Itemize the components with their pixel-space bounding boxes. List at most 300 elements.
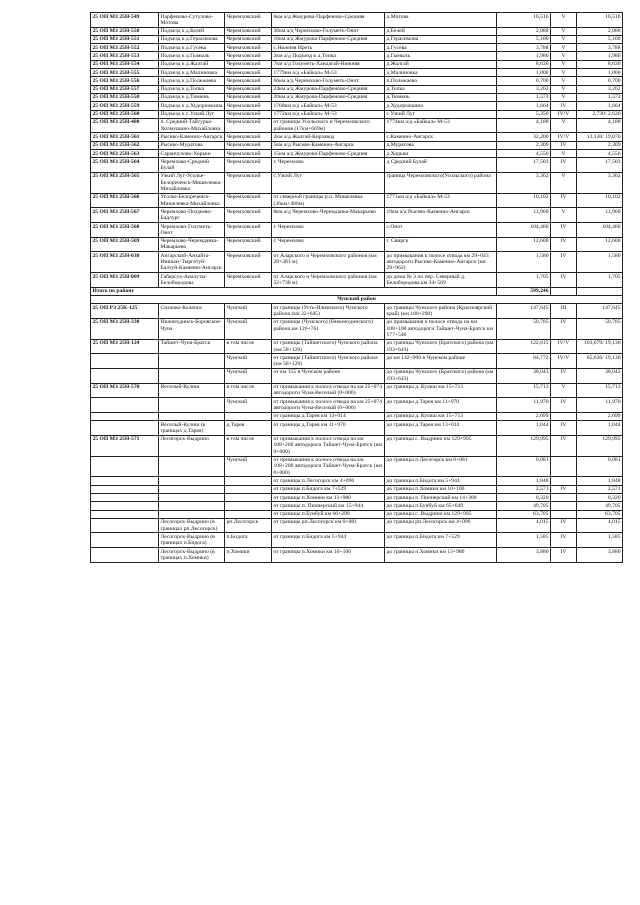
row-start: 1779км а/д «Байкал» М-53 — [272, 69, 385, 77]
row-start: от границы п.Бидога км 7+529 — [272, 485, 385, 493]
row-name — [159, 494, 225, 502]
row-district — [225, 494, 272, 502]
row-length-by-category: 1,573 — [577, 93, 623, 101]
table-row — [91, 118, 623, 133]
row-district: Черемховский — [225, 273, 272, 288]
row-end: д.Средний Булай — [385, 158, 497, 173]
row-district: Черемховский — [225, 237, 272, 252]
row-length-by-category: 0,700 — [577, 77, 623, 85]
row-end: д.Муратова — [385, 141, 497, 149]
row-code — [91, 548, 159, 563]
row-code: 25 ОП РЗ 25К-125 — [91, 304, 159, 319]
row-name — [159, 477, 225, 485]
row-category: V — [551, 118, 577, 133]
row-name — [159, 485, 225, 493]
row-code: 25 ОП МЗ 25Н-564 — [91, 158, 159, 173]
row-name: Веселый-Кулиш (в границах д.Тарея) — [159, 421, 225, 436]
row-code: 25 ОП МЗ 25Н-480 — [91, 118, 159, 133]
row-district: Черемховский — [225, 60, 272, 68]
row-end: 19км а/д Рысево-Каменно-Ангарск — [385, 208, 497, 223]
row-district: Чунский — [225, 456, 272, 477]
row-code — [91, 354, 159, 369]
row-code — [91, 477, 159, 485]
table-row — [91, 435, 623, 456]
row-end: до границы д. Кулиш км 15+713 — [385, 412, 497, 420]
row-code: 25 ОП МЗ 25Н-563 — [91, 150, 159, 158]
row-district: п.Бидога — [225, 533, 272, 548]
row-length-by-category: 11,970 — [577, 398, 623, 413]
row-category: IV — [551, 102, 577, 110]
row-end: до границы п.Лесогорск км 0+081 — [385, 456, 497, 477]
table-row — [91, 110, 623, 118]
row-end: до границы Чунского района (Красноярский край) (км 180+290) — [385, 304, 497, 319]
table-row — [91, 35, 623, 43]
row-length: 4,556 — [497, 150, 551, 158]
row-code: 25 ОП МЗ 25Н-560 — [91, 110, 159, 118]
row-end: д.Тюмень — [385, 93, 497, 101]
row-code: 25 ОП МЗ 25Н-561 — [91, 133, 159, 141]
table-row — [91, 533, 623, 548]
row-length: 1,573 — [497, 93, 551, 101]
row-name: Черемхово-Черемданка-Макарьево — [159, 237, 225, 252]
row-code — [91, 485, 159, 493]
row-length: 1,848 — [497, 477, 551, 485]
row-district — [225, 477, 272, 485]
table-row — [91, 485, 623, 493]
row-code: 25 ОП МЗ 25Н-569 — [91, 237, 159, 252]
row-start: от примыкания к полосе отвода на км 108+200 автодороги Тайшет-Чуна-Братск (км 0+000) — [272, 435, 385, 456]
row-length-by-category: 1,044 — [577, 421, 623, 436]
row-name: Подъезд к д.Топка — [159, 85, 225, 93]
row-district: Черемховский — [225, 52, 272, 60]
row-category: III — [551, 304, 577, 319]
row-code: 25 ОП МЗ 25Н-568 — [91, 223, 159, 238]
table-row — [91, 548, 623, 563]
row-name: Лесогорск-Выдрино (в границах рп.Лесогорск) — [159, 518, 225, 533]
row-name: Лесогорск-Выдрино (в границах п.Хомики) — [159, 548, 225, 563]
row-length: 1,000 — [497, 69, 551, 77]
row-category: V — [551, 150, 577, 158]
table-row — [91, 518, 623, 533]
row-start: с.Узкий Луг — [272, 172, 385, 193]
row-end: до границы Чунского (Братского) района (км 193+643) — [385, 368, 497, 383]
row-category: IV — [551, 435, 577, 456]
row-length-by-category: 11,900 — [577, 208, 623, 223]
row-code: 25 ОП МЗ 25Н-549 — [91, 13, 159, 28]
row-category: V — [551, 383, 577, 398]
row-end: до границы с. Выдрино км 129+995 — [385, 510, 497, 518]
row-category: V — [551, 85, 577, 93]
row-district: Черемховский — [225, 208, 272, 223]
row-category: IV — [551, 518, 577, 533]
row-start: от примыкания к полосе отвода на км 25+074 автодороги Чуна-Веселый (0+000) — [272, 383, 385, 398]
table-row — [91, 93, 623, 101]
row-length: 8,636 — [497, 60, 551, 68]
row-length: 1,664 — [497, 102, 551, 110]
row-name: Черемхово-Голуметь-Онот — [159, 223, 225, 238]
row-category: IV — [551, 273, 577, 288]
row-length: 50,785 — [497, 318, 551, 339]
row-code: 25 ОП МЗ 25Н-565 — [91, 172, 159, 193]
row-code: 25 ОП МЗ 25Н-551 — [91, 35, 159, 43]
row-district: Черемховский — [225, 172, 272, 193]
row-category: IV/V — [551, 339, 577, 354]
row-district: п.Хомики — [225, 548, 272, 563]
row-name: Подъезд к д.Малиновка — [159, 69, 225, 77]
table-row — [91, 477, 623, 485]
row-length: 3,788 — [497, 44, 551, 52]
row-district: Черемховский — [225, 77, 272, 85]
row-category: IV — [551, 223, 577, 238]
row-district — [225, 485, 272, 493]
row-start: 66км а/д Черемхово-Голуметь-Онот — [272, 77, 385, 85]
row-length: 5,350 — [497, 110, 551, 118]
total-label: Итого по району — [91, 287, 497, 295]
row-start: 24км а/д Жмурова-Парфеново-Средняя — [272, 85, 385, 93]
row-start: от примыкания к полосе отвода на км 108+200 автодороги Тайшет-Чуна-Братск (км 0+000) — [272, 456, 385, 477]
row-category: IV — [551, 398, 577, 413]
row-length-by-category: 3,788 — [577, 44, 623, 52]
row-length: 12,600 — [497, 237, 551, 252]
table-row — [91, 44, 623, 52]
row-start: 8км а/д Черемхово-Черемданка-Макарьево — [272, 208, 385, 223]
row-category: V — [551, 52, 577, 60]
table-row — [91, 398, 623, 413]
row-start: от границы (Тайшетского) Чунского района (км 58+128) — [272, 339, 385, 354]
row-code: 25 ОП МЗ 25Н-566 — [91, 193, 159, 208]
row-code: 25 ОП МЗ 25Н-555 — [91, 69, 159, 77]
row-end: до границы д.Тарея км 13+014 — [385, 421, 497, 436]
row-length-by-category: 1,986 — [577, 52, 623, 60]
row-length-by-category: 13,130/ 19,070 — [577, 133, 623, 141]
row-end: с.Узкий Луг — [385, 110, 497, 118]
table-row — [91, 85, 623, 93]
row-district: Черемховский — [225, 27, 272, 35]
row-category: IV — [551, 533, 577, 548]
row-category — [551, 510, 577, 518]
table-body-chunsky — [91, 304, 623, 562]
row-name: Подъезд к д.Гусева — [159, 44, 225, 52]
row-district: Черемховский — [225, 110, 272, 118]
row-name: Рысево-Муратова — [159, 141, 225, 149]
table-row — [91, 412, 623, 420]
row-code — [91, 502, 159, 510]
row-length-by-category: 12,600 — [577, 237, 623, 252]
row-category: V — [551, 172, 577, 193]
row-length: 17,503 — [497, 158, 551, 173]
row-code — [91, 456, 159, 477]
row-category: IV — [551, 141, 577, 149]
row-name: Узкий Луг-Усолье-Белореченск-Мишелевка-Михайловка — [159, 172, 225, 193]
row-name: Усолье-Белореченск-Мишелевка-Михайловка — [159, 193, 225, 208]
row-category — [551, 502, 577, 510]
row-end: до дома № 3 по пер. Северный д. Белобородова км 34+569 — [385, 273, 497, 288]
table-row — [91, 208, 623, 223]
row-district: Черемховский — [225, 150, 272, 158]
row-code: 25 ОП МЗ 25Н-557 — [91, 85, 159, 93]
row-name — [159, 502, 225, 510]
row-end: до границы д. Кулиш км 15+713 — [385, 383, 497, 398]
row-category: IV — [551, 318, 577, 339]
row-length-by-category: 4,188 — [577, 118, 623, 133]
row-end: до км 142+900 в Чунском районе — [385, 354, 497, 369]
row-length: 104,400 — [497, 223, 551, 238]
row-length: 5,100 — [497, 35, 551, 43]
row-code — [91, 398, 159, 413]
table-row — [91, 494, 623, 502]
row-length-by-category: 16,516 — [577, 13, 623, 28]
row-length: 1,705 — [497, 273, 551, 288]
row-district: Чунский — [225, 368, 272, 383]
row-length-by-category: 3,880 — [577, 548, 623, 563]
row-length-by-category: 104,400 — [577, 223, 623, 238]
row-length-by-category: 1,585 — [577, 533, 623, 548]
row-code: 25 ОП МЗ 25Н-567 — [91, 208, 159, 223]
total-value: 599,246 — [497, 287, 551, 295]
row-length-by-category: 3,362 — [577, 172, 623, 193]
row-end: с.Онот — [385, 223, 497, 238]
row-name — [159, 412, 225, 420]
row-length-by-category: 2,309 — [577, 141, 623, 149]
row-length: 129,995 — [497, 435, 551, 456]
row-category: V — [551, 69, 577, 77]
row-start: 16км а/д Жмурова-Парфеново-Средняя — [272, 35, 385, 43]
row-length: 0,700 — [497, 77, 551, 85]
row-name: Подъезд к д.Жалгай — [159, 60, 225, 68]
row-district: Чунский — [225, 304, 272, 319]
row-name: Подъезд к д.Герасимова — [159, 35, 225, 43]
row-name — [159, 368, 225, 383]
table-row — [91, 133, 623, 141]
row-start: от Аларского и Черемховского районов (км 28+381 м) — [272, 252, 385, 273]
row-category: V — [551, 77, 577, 85]
row-start: от границы (Чунского) (Нижнеудинского) района км 126+761 — [272, 318, 385, 339]
row-length: 10,102 — [497, 193, 551, 208]
row-length-by-category: 65,636/ 19,136 — [577, 354, 623, 369]
row-code: 25 ОП МЗ 25Н-554 — [91, 60, 159, 68]
row-category: V — [551, 44, 577, 52]
row-length: 3,362 — [497, 172, 551, 193]
table-row — [91, 141, 623, 149]
row-length: 4,188 — [497, 118, 551, 133]
row-code: 25 ОП МЗ 25Н-124 — [91, 339, 159, 354]
row-name: Сизлово-Коляпск — [159, 304, 225, 319]
row-length-by-category: 1,000 — [577, 69, 623, 77]
row-code: 25 ОП МЗ 25Н-009 — [91, 273, 159, 288]
row-start: от границы рп.Лесогорск км 0+081 — [272, 518, 385, 533]
row-code — [91, 412, 159, 420]
row-name: Лесогорск-Выдрино (в границах п.Бидога) — [159, 533, 225, 548]
row-start: от границы п. Пионерский км 15+944 — [272, 502, 385, 510]
row-start: г. Черемхово — [272, 158, 385, 173]
row-code: 25 ОП МЗ 25Н-330 — [91, 318, 159, 339]
row-category: V — [551, 208, 577, 223]
row-category — [551, 477, 577, 485]
row-district: Черемховский — [225, 44, 272, 52]
row-end: с.Каменно-Ангарск — [385, 133, 497, 141]
table-row — [91, 223, 623, 238]
row-name — [159, 354, 225, 369]
row-end: д.Топка — [385, 85, 497, 93]
row-start: 15км а/д Жмурова-Парфеново-Средняя — [272, 150, 385, 158]
row-length-by-category: 147,645 — [577, 304, 623, 319]
row-name: п. Средний-Тайтурка-Холмушино-Михайловка — [159, 118, 225, 133]
row-code — [91, 518, 159, 533]
row-end: до границы д.Тарея км 11+970 — [385, 398, 497, 413]
row-length-by-category: 0,320 — [577, 494, 623, 502]
row-length-by-category: 8,636 — [577, 60, 623, 68]
row-name: Рысево-Каменно-Ангарск — [159, 133, 225, 141]
row-length-by-category: 2,699 — [577, 412, 623, 420]
table-row — [91, 60, 623, 68]
row-length-by-category: 2,088 — [577, 27, 623, 35]
row-length-by-category: 4,015 — [577, 518, 623, 533]
row-length-by-category: 1,705 — [577, 273, 623, 288]
row-code — [91, 494, 159, 502]
row-length-by-category: 50,785 — [577, 318, 623, 339]
row-code — [91, 368, 159, 383]
row-length: 1,585 — [497, 533, 551, 548]
table-row — [91, 150, 623, 158]
row-district: д.Тарея — [225, 421, 272, 436]
row-district: в том числе — [225, 339, 272, 354]
row-length-by-category: 49,705 — [577, 502, 623, 510]
row-length-by-category: 15,713 — [577, 383, 623, 398]
row-code — [91, 533, 159, 548]
row-name: Подъезд к д.Тюмень — [159, 93, 225, 101]
row-category: IV/V — [551, 354, 577, 369]
row-district: Черемховский — [225, 35, 272, 43]
row-length: 16,516 — [497, 13, 551, 28]
row-end: п.Полежаева — [385, 77, 497, 85]
row-length-by-category: 103,679/ 19,136 — [577, 339, 623, 354]
row-length: 147,645 — [497, 304, 551, 319]
table-row — [91, 368, 623, 383]
row-length: 122,815 — [497, 339, 551, 354]
row-length: 2,571 — [497, 485, 551, 493]
row-length-by-category: 10,102 — [577, 193, 623, 208]
row-start: от границы Усольского и Черемховского районов (17км+669м) — [272, 118, 385, 133]
row-district: Чунский — [225, 318, 272, 339]
row-name: Парфеново-Сутулово-Мотова — [159, 13, 225, 28]
row-end: 1774км а/д «Байкал» М-53 — [385, 118, 497, 133]
row-category: IV — [551, 158, 577, 173]
row-length-by-category: 129,995 — [577, 435, 623, 456]
row-length: 0,320 — [497, 494, 551, 502]
table-row — [91, 158, 623, 173]
row-category: IV — [551, 548, 577, 563]
table-row — [91, 102, 623, 110]
row-end: до границы п.Хомики км 10+100 — [385, 485, 497, 493]
row-length: 1,986 — [497, 52, 551, 60]
row-name: Лесогорск-Выдрино — [159, 435, 225, 456]
row-end: г. Свирск — [385, 237, 497, 252]
row-length-by-category: 0,081 — [577, 456, 623, 477]
row-district — [225, 510, 272, 518]
row-category: IV — [551, 252, 577, 273]
section-row — [91, 295, 623, 303]
table-row — [91, 421, 623, 436]
row-start: от примыкания к полосе отвода на км 25+074 автодороги Чуна-Веселый (0+000) — [272, 398, 385, 413]
row-district: Черемховский — [225, 85, 272, 93]
row-length: 15,713 — [497, 383, 551, 398]
row-length: 32,200 — [497, 133, 551, 141]
row-start: от границы п.Лесогорск км 4+096 — [272, 477, 385, 485]
row-category: IV — [551, 368, 577, 383]
table-row — [91, 69, 623, 77]
row-district: Черемховский — [225, 13, 272, 28]
row-start: от границы п.Хомики км 10+100 — [272, 548, 385, 563]
row-category — [551, 494, 577, 502]
row-length: 84,772 — [497, 354, 551, 369]
row-length-by-category: 5,100 — [577, 35, 623, 43]
row-category: V — [551, 93, 577, 101]
row-name: Веселый-Кулиш — [159, 383, 225, 398]
row-start: 5км а/д Рысево-Каменно-Ангарск — [272, 141, 385, 149]
row-length: 11,970 — [497, 398, 551, 413]
row-code: 25 ОП МЗ 25Н-562 — [91, 141, 159, 149]
row-name: Подъезд к с.Узкий Луг — [159, 110, 225, 118]
row-start: от Аларского и Черемховского районов (км 32+738 м) — [272, 273, 385, 288]
row-district: Черемховский — [225, 141, 272, 149]
row-district: Черемховский — [225, 133, 272, 141]
row-start: с.Нижняя Иреть — [272, 44, 385, 52]
table-row — [91, 237, 623, 252]
row-start: от границы п.Бунбуй км 66+290 — [272, 510, 385, 518]
row-start: от границы п.Хомики км 13+980 — [272, 494, 385, 502]
row-district: Черемховский — [225, 252, 272, 273]
row-code: 25 ОП МЗ 25Н-030 — [91, 252, 159, 273]
row-category: IV — [551, 421, 577, 436]
row-name — [159, 398, 225, 413]
row-category: IV/V — [551, 133, 577, 141]
row-code — [91, 421, 159, 436]
row-code: 25 ОП МЗ 25Н-550 — [91, 27, 159, 35]
row-length-by-category: 1,580 — [577, 252, 623, 273]
row-code: 25 ОП МЗ 25Н-558 — [91, 93, 159, 101]
row-length: 63,705 — [497, 510, 551, 518]
table-row — [91, 252, 623, 273]
table-row — [91, 304, 623, 319]
row-category: V — [551, 27, 577, 35]
row-category — [551, 412, 577, 420]
row-start: 36км а/д Черемхово-Голуметь-Онот — [272, 27, 385, 35]
table-body-cheremkhovo — [91, 13, 623, 288]
row-start: 6км а/д Жмурова-Парфеново-Средняя — [272, 13, 385, 28]
table-row — [91, 273, 623, 288]
row-category: V — [551, 35, 577, 43]
row-length-by-category: 38,043 — [577, 368, 623, 383]
row-start: от границы д.Тарея км 11+970 — [272, 421, 385, 436]
row-start: 7км а/д Голуметь-Хандагай-Нижняя — [272, 60, 385, 68]
row-end: д.Хорьки — [385, 150, 497, 158]
row-end: до границы рп.Лесогорск км 4+096 — [385, 518, 497, 533]
row-name: Нижнеудинск-Боровское-Чуна — [159, 318, 225, 339]
row-end: д.Мотова — [385, 13, 497, 28]
row-start: 2км а/д Подъезд к д.Топка — [272, 52, 385, 60]
row-end: до границы п.Хомики км 13+980 — [385, 548, 497, 563]
row-end: д.Худорожкина — [385, 102, 497, 110]
table-row — [91, 27, 623, 35]
row-district: в том числе — [225, 435, 272, 456]
row-district: Черемховский — [225, 158, 272, 173]
row-start: г. Черемхово — [272, 223, 385, 238]
row-start: от границы (Усть-Илимского) Чунского района (км 32+645) — [272, 304, 385, 319]
table-row — [91, 510, 623, 518]
row-end: до границы Чунского (Братского) района (км 193+643) — [385, 339, 497, 354]
row-length-by-category: 2,571 — [577, 485, 623, 493]
row-name: Подъезд к д.Худорожкина — [159, 102, 225, 110]
